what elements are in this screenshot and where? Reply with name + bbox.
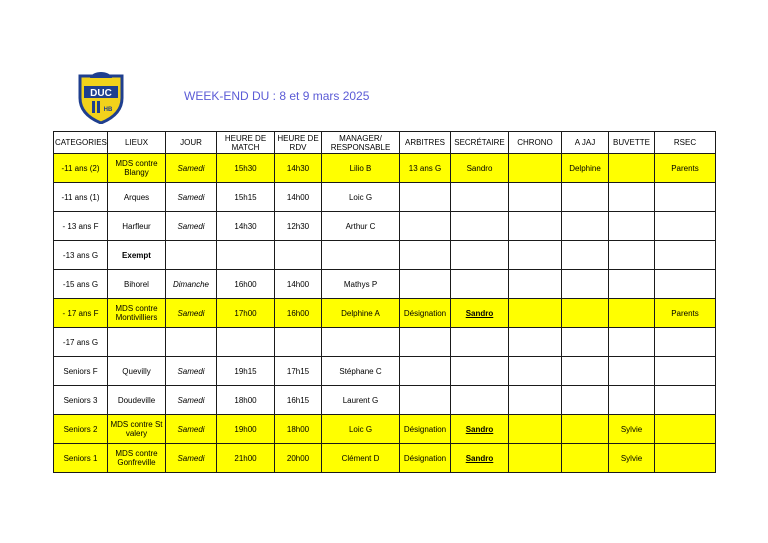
table-cell: 14h00 [275,183,322,212]
table-cell [400,241,451,270]
table-cell [562,183,609,212]
table-cell: Bihorel [108,270,166,299]
table-cell: Stéphane C [322,357,400,386]
table-cell: 13 ans G [400,154,451,183]
table-cell [166,328,217,357]
table-cell: Seniors 3 [54,386,108,415]
table-cell [609,154,655,183]
table-cell: Laurent G [322,386,400,415]
table-cell: 19h00 [217,415,275,444]
table-cell: Sandro [451,444,509,473]
table-cell: 17h15 [275,357,322,386]
table-cell [655,270,716,299]
table-cell [509,212,562,241]
table-cell [562,212,609,241]
table-cell: Désignation [400,415,451,444]
table-cell [166,241,217,270]
table-cell [562,415,609,444]
table-cell: Désignation [400,299,451,328]
table-cell: 14h00 [275,270,322,299]
table-cell: 16h00 [275,299,322,328]
table-cell: Arthur C [322,212,400,241]
table-row [54,357,716,386]
table-cell: -13 ans G [54,241,108,270]
table-cell [562,386,609,415]
table-cell: - 13 ans F [54,212,108,241]
table-cell [400,212,451,241]
table-cell [451,270,509,299]
table-cell [509,241,562,270]
table-row [54,154,716,183]
table-cell: Parents [655,154,716,183]
table-cell: -11 ans (2) [54,154,108,183]
table-cell [562,328,609,357]
table-cell: Samedi [166,415,217,444]
table-cell: Delphine [562,154,609,183]
table-cell [609,241,655,270]
table-cell [609,212,655,241]
column-header: A JAJ [562,132,609,154]
table-cell: -15 ans G [54,270,108,299]
schedule-table [53,131,716,473]
column-header: RSEC [655,132,716,154]
table-cell: Samedi [166,357,217,386]
table-cell: Samedi [166,386,217,415]
table-cell: 14h30 [275,154,322,183]
table-cell [451,241,509,270]
table-cell: 19h15 [217,357,275,386]
table-cell [655,328,716,357]
table-cell: Seniors 1 [54,444,108,473]
table-cell [217,241,275,270]
table-cell [562,270,609,299]
column-header: BUVETTE [609,132,655,154]
table-cell: Samedi [166,154,217,183]
table-cell [655,241,716,270]
table-row [54,183,716,212]
table-cell [655,183,716,212]
table-cell [562,357,609,386]
header-row [54,132,716,154]
table-cell [217,328,275,357]
table-cell: Delphine A [322,299,400,328]
club-logo [76,68,126,124]
table-cell: Seniors 2 [54,415,108,444]
table-cell [322,241,400,270]
column-header: HEURE DE MATCH [217,132,275,154]
table-cell: 21h00 [217,444,275,473]
table-cell [609,270,655,299]
table-cell: Dimanche [166,270,217,299]
table-cell: Samedi [166,444,217,473]
table-cell: 18h00 [217,386,275,415]
table-cell [509,270,562,299]
table-cell: Sandro [451,415,509,444]
table-cell [655,357,716,386]
table-cell: MDS contre St valery [108,415,166,444]
table-cell: Arques [108,183,166,212]
table-cell: Seniors F [54,357,108,386]
table-cell [609,299,655,328]
table-cell [509,299,562,328]
table-cell: 18h00 [275,415,322,444]
column-header: JOUR [166,132,217,154]
table-cell: 17h00 [217,299,275,328]
table-cell [562,444,609,473]
table-cell [655,444,716,473]
table-cell [509,444,562,473]
table-cell [655,386,716,415]
table-cell [609,357,655,386]
table-cell: Sandro [451,299,509,328]
table-cell: 15h30 [217,154,275,183]
table-cell [509,415,562,444]
table-row [54,212,716,241]
table-cell: 16h00 [217,270,275,299]
table-cell: Loic G [322,415,400,444]
table-cell: 14h30 [217,212,275,241]
table-cell [451,183,509,212]
table-cell: Sylvie [609,444,655,473]
table-cell: MDS contre Gonfreville [108,444,166,473]
table-cell: Clément D [322,444,400,473]
table-row [54,386,716,415]
table-cell [108,328,166,357]
table-cell [400,328,451,357]
table-row [54,328,716,357]
table-cell: 12h30 [275,212,322,241]
table-cell [509,154,562,183]
table-cell [609,183,655,212]
table-cell [609,386,655,415]
table-cell [609,328,655,357]
table-cell: Harfleur [108,212,166,241]
table-cell [275,241,322,270]
table-cell [451,328,509,357]
table-cell: Désignation [400,444,451,473]
table-cell: -17 ans G [54,328,108,357]
table-cell [451,357,509,386]
table-row [54,241,716,270]
table-row [54,299,716,328]
column-header: MANAGER/ RESPONSABLE [322,132,400,154]
table-row [54,444,716,473]
column-header: HEURE DE RDV [275,132,322,154]
column-header: LIEUX [108,132,166,154]
table-cell [322,328,400,357]
logo-subtext: HB [103,107,113,113]
column-header: SECRÉTAIRE [451,132,509,154]
table-cell: Sandro [451,154,509,183]
table-cell [451,386,509,415]
table-row [54,415,716,444]
table-cell: Doudeville [108,386,166,415]
table-cell: Samedi [166,212,217,241]
table-cell: Samedi [166,183,217,212]
table-cell [655,212,716,241]
table-cell: 16h15 [275,386,322,415]
table-cell: Sylvie [609,415,655,444]
table-cell [509,386,562,415]
table-cell: -11 ans (1) [54,183,108,212]
table-cell [509,357,562,386]
table-cell: Quevilly [108,357,166,386]
table-cell: MDS contre Montivilliers [108,299,166,328]
table-cell: 20h00 [275,444,322,473]
column-header: CHRONO [509,132,562,154]
table-cell: 15h15 [217,183,275,212]
table-cell: - 17 ans F [54,299,108,328]
table-cell [275,328,322,357]
table-cell [400,357,451,386]
table-cell [451,212,509,241]
table-cell: Exempt [108,241,166,270]
table-cell: Parents [655,299,716,328]
table-cell: Lilio B [322,154,400,183]
table-cell [655,415,716,444]
table-cell: Loic G [322,183,400,212]
table-cell [509,183,562,212]
table-row [54,270,716,299]
table-cell: Samedi [166,299,217,328]
table-cell [562,241,609,270]
table-cell [400,270,451,299]
table-cell [400,183,451,212]
column-header: CATEGORIES [54,132,108,154]
table-cell: MDS contre Blangy [108,154,166,183]
table-cell [400,386,451,415]
logo-text: DUC [90,88,112,99]
table-cell: Mathys P [322,270,400,299]
page-title: WEEK-END DU : 8 et 9 mars 2025 [184,89,370,103]
table-cell [509,328,562,357]
table-cell [562,299,609,328]
column-header: ARBITRES [400,132,451,154]
